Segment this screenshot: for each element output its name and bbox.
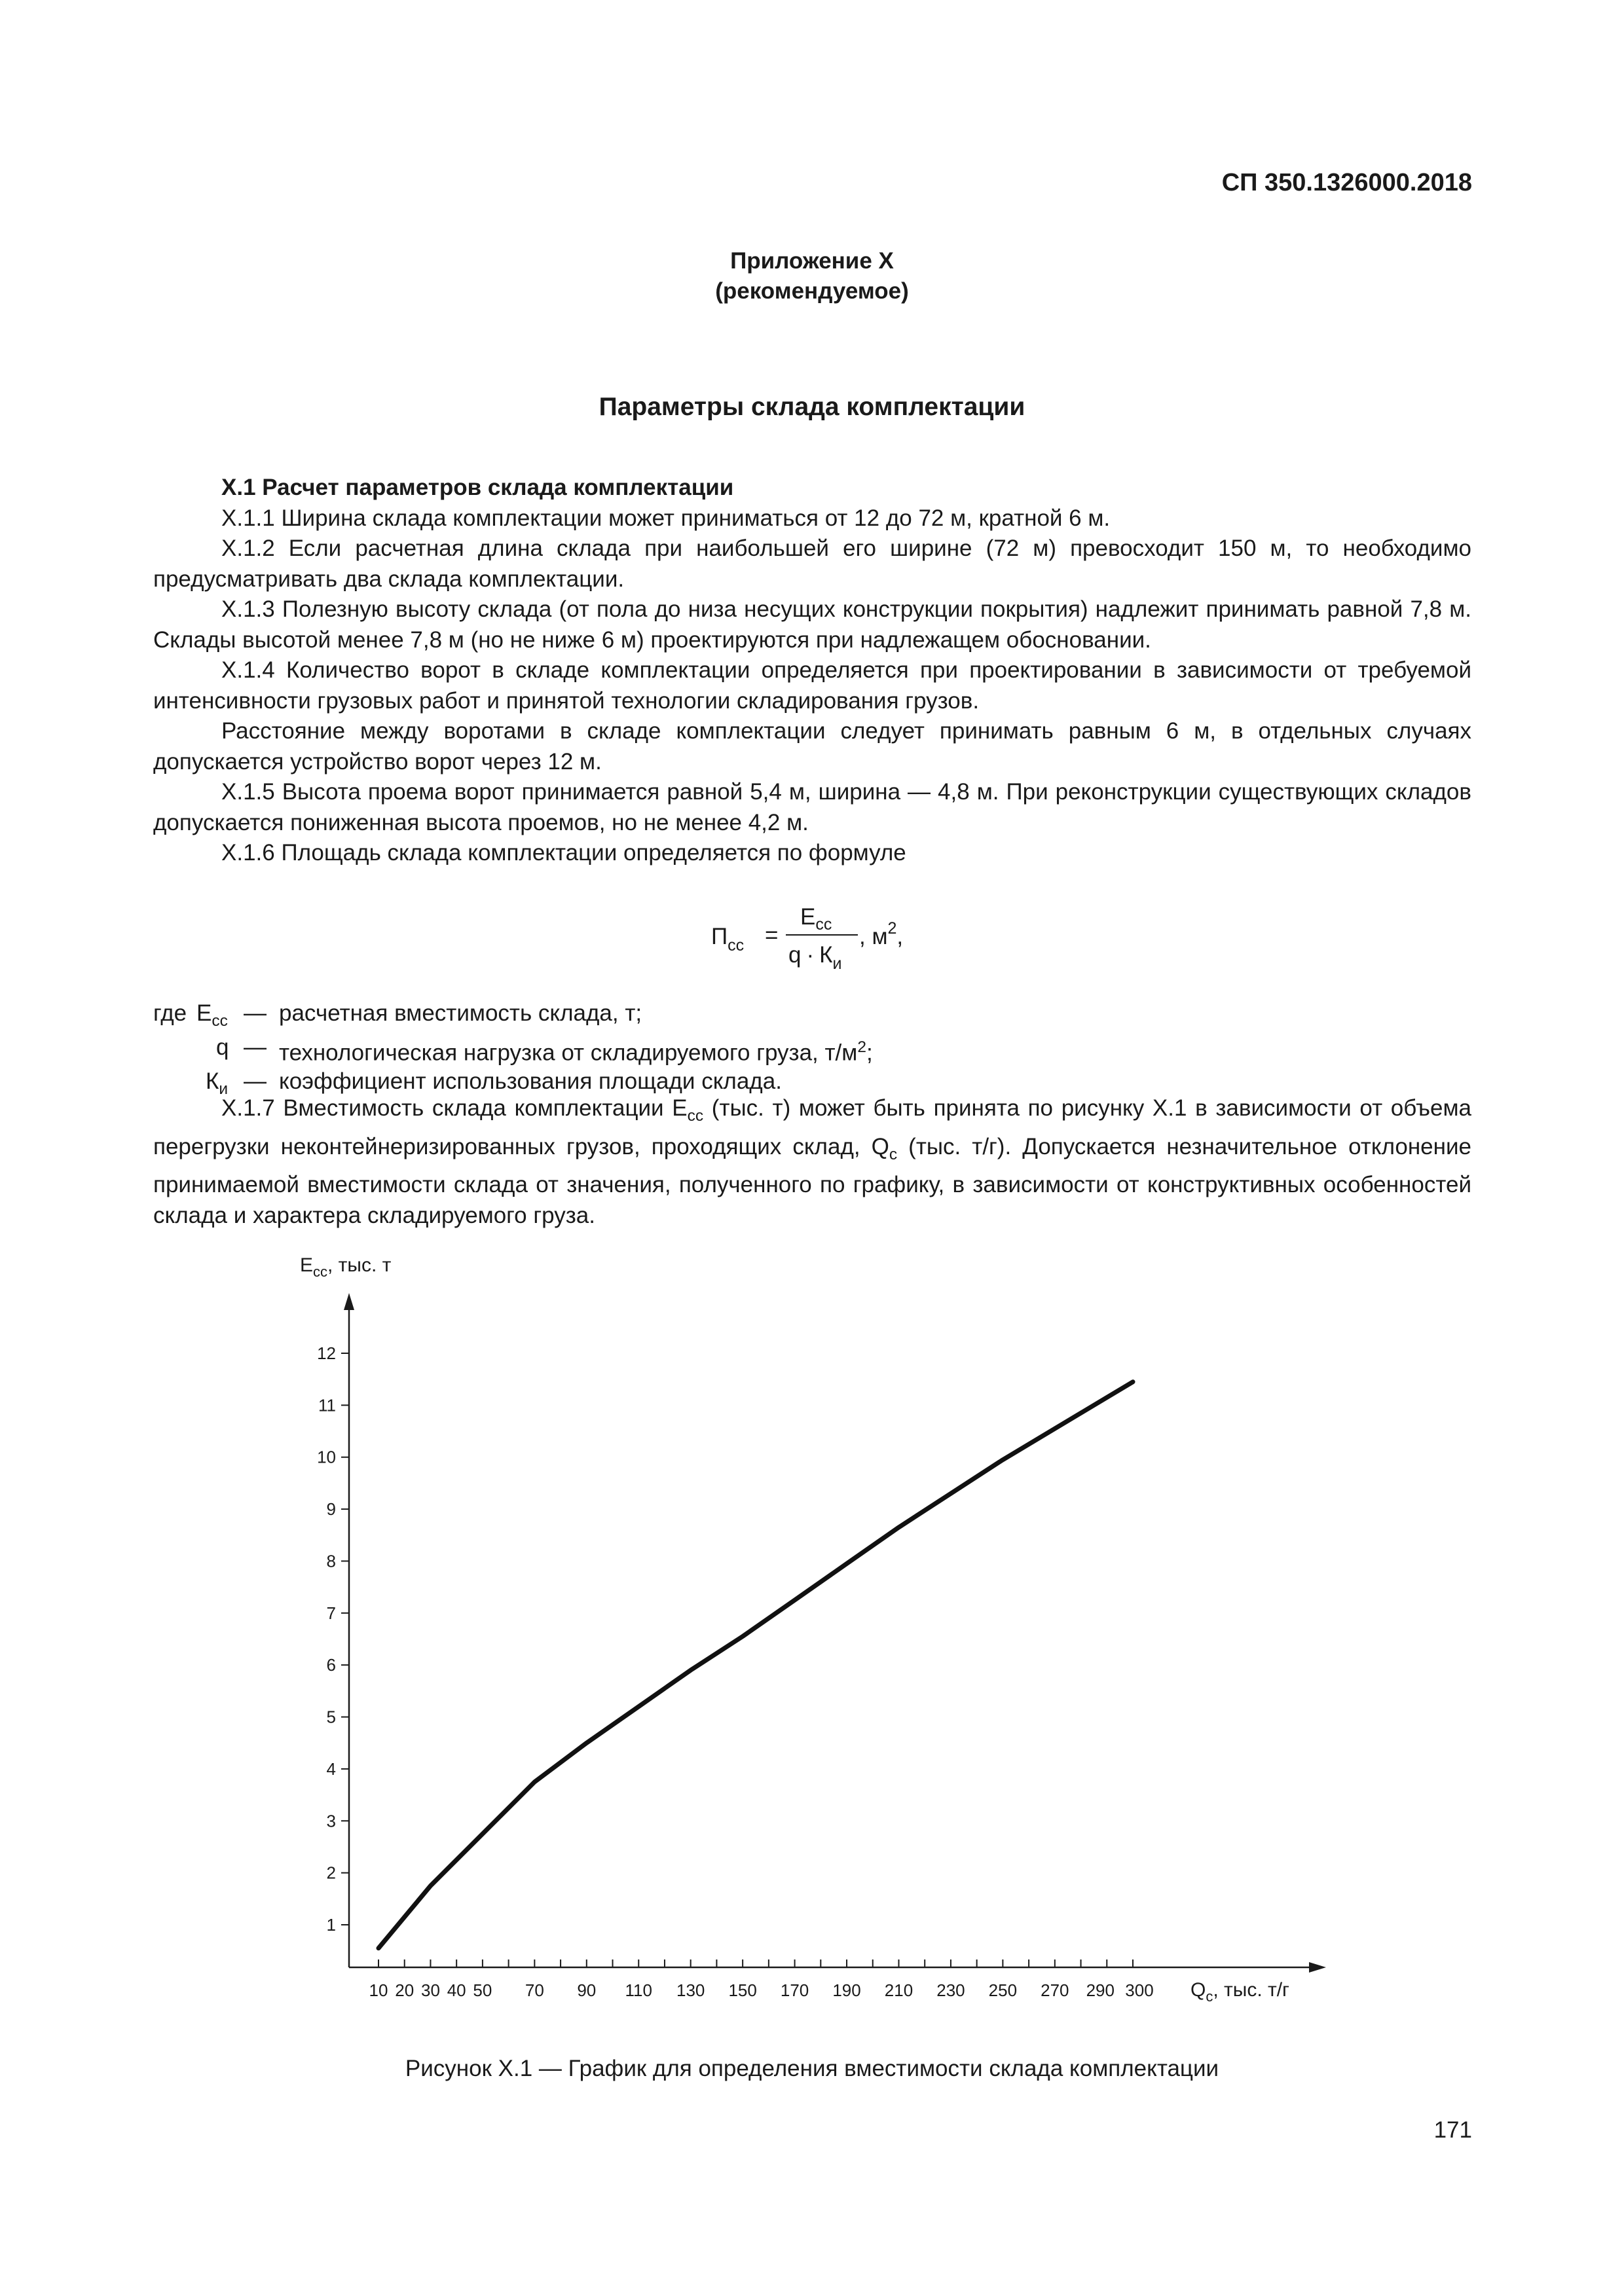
definition-symbol: $E_{сс}$: [196, 1000, 228, 1030]
formula-unit: , $м^2$,: [859, 919, 904, 949]
appendix-status: (рекомендуемое): [715, 278, 909, 304]
paragraph-x17-text: Х.1.7 Вместимость склада комплектации $E_{сс}$ (тыс. т) может быть принята по рисунку Х.1 в зависимости от объема перегрузки неконтейнеризированных грузов, проходящих склад, $Q_с$ (тыс. т/г). Допускается незначительное отклонение принимаемой вместимости склада от значения, полученного по графику, в зависимости от конструктивных особенностей склада и характера складируемого груза.: [153, 1095, 1471, 1228]
y-tick-label: 8: [326, 1551, 336, 1571]
capacity-chart: [0, 1231, 1624, 2030]
section-title: Параметры склада комплектации: [599, 393, 1025, 421]
document-code: СП 350.1326000.2018: [1221, 169, 1472, 196]
y-axis-arrow: [344, 1293, 354, 1310]
appendix-title: Приложение Х: [730, 248, 894, 274]
y-tick-label: 5: [326, 1707, 336, 1727]
definition-row: [153, 996, 1471, 1030]
y-tick-label: 7: [326, 1603, 336, 1623]
chart-axes: [344, 1293, 1326, 1973]
formula-equals: =: [765, 922, 779, 948]
chart-series: [378, 1382, 1133, 1948]
definition-symbol: $К_и$: [206, 1068, 229, 1098]
x-axis-label: $Q_с$, тыс. т/г: [1190, 1979, 1290, 2005]
subsection-heading: Х.1 Расчет параметров склада комплектации: [221, 475, 734, 500]
paragraph-x17: [153, 1093, 1471, 1231]
definition-text: технологическая нагрузка от складируемого груза, $т/м^2$;: [279, 1038, 873, 1066]
x-tick-label: 30: [420, 1980, 440, 2000]
y-tick-label: 12: [317, 1343, 336, 1363]
x-tick-label: 170: [780, 1980, 809, 2000]
definition-dash: —: [244, 1068, 267, 1094]
x-tick-label: 300: [1125, 1980, 1154, 2000]
y-tick-label: 2: [326, 1863, 336, 1883]
paragraph-x14: Х.1.4 Количество ворот в складе комплектации определяется при проектировании в зависимости от требуемой интенсивности грузовых работ и принятой технологии складирования грузов.: [153, 657, 1471, 714]
x-tick-label: 230: [936, 1980, 965, 2000]
page-number: 171: [1433, 2117, 1472, 2143]
x-ticks: [369, 1959, 1154, 2000]
definition-dash: —: [244, 1000, 267, 1026]
where-lead: где: [153, 1000, 187, 1026]
x-tick-label: 290: [1086, 1980, 1115, 2000]
paragraph-x11: Х.1.1 Ширина склада комплектации может приниматься от 12 до 72 м, кратной 6 м.: [221, 505, 1111, 531]
definition-text: коэффициент использования площади склада.: [279, 1068, 782, 1094]
x-tick-label: 90: [577, 1980, 597, 2000]
definition-row: [153, 1030, 1471, 1065]
series-line: [378, 1382, 1133, 1948]
y-ticks: [317, 1343, 349, 1935]
appendix-heading: [0, 246, 1624, 306]
x-tick-label: 40: [447, 1980, 466, 2000]
paragraph-x13: Х.1.3 Полезную высоту склада (от пола до низа несущих конструкции покрытия) надлежит принимать равной 7,8 м. Склады высотой менее 7,8 м (но не ниже 6 м) проектируются при надлежащем обосновании.: [153, 596, 1471, 653]
formula-numerator: $E_{сс}$: [800, 904, 832, 934]
paragraph-gate-spacing: Расстояние между воротами в складе комплектации следует принимать равным 6 м, в отдельных случаях допускается устройство ворот через 12 м.: [153, 718, 1471, 774]
definition-symbol: q: [216, 1034, 229, 1060]
symbol-definitions: [153, 996, 1471, 1099]
paragraph-x15: Х.1.5 Высота проема ворот принимается равной 5,4 м, ширина — 4,8 м. При реконструкции существующих складов допускается пониженная высота проемов, но не менее 4,2 м.: [153, 779, 1471, 835]
body-text: [153, 473, 1471, 869]
axis-labels: [300, 1254, 1289, 2005]
x-tick-label: 20: [395, 1980, 415, 2000]
x-tick-label: 270: [1041, 1980, 1069, 2000]
y-tick-label: 3: [326, 1811, 336, 1831]
x-tick-label: 70: [525, 1980, 544, 2000]
y-tick-label: 6: [326, 1655, 336, 1675]
definition-text: расчетная вместимость склада, т;: [279, 1000, 642, 1026]
definition-dash: —: [244, 1034, 267, 1060]
formula-lhs: $П_{сс}$: [711, 924, 745, 955]
paragraph-x16: Х.1.6 Площадь склада комплектации определяется по формуле: [221, 840, 906, 866]
area-formula: [0, 892, 1624, 983]
x-tick-label: 50: [473, 1980, 492, 2000]
y-tick-label: 10: [317, 1447, 336, 1467]
y-tick-label: 11: [318, 1395, 336, 1415]
paragraph-x12: Х.1.2 Если расчетная длина склада при наибольшей его ширине (72 м) превосходит 150 м, то необходимо предусматривать два склада комплектации.: [153, 536, 1471, 592]
formula-denominator: $q \cdot К_и$: [788, 942, 842, 973]
x-tick-label: 10: [369, 1980, 388, 2000]
x-tick-label: 210: [884, 1980, 913, 2000]
x-tick-label: 130: [676, 1980, 705, 2000]
x-tick-label: 110: [625, 1980, 652, 2000]
y-tick-label: 1: [326, 1915, 336, 1935]
y-tick-label: 4: [326, 1758, 336, 1779]
figure-caption: Рисунок Х.1 — График для определения вместимости склада комплектации: [405, 2056, 1219, 2081]
x-axis-arrow: [1309, 1962, 1326, 1973]
x-tick-label: 250: [988, 1980, 1018, 2000]
x-tick-label: 190: [832, 1980, 861, 2000]
y-axis-label: $E_{сс}$, тыс. т: [300, 1254, 392, 1280]
y-tick-label: 9: [326, 1499, 336, 1520]
x-tick-label: 150: [728, 1980, 757, 2000]
